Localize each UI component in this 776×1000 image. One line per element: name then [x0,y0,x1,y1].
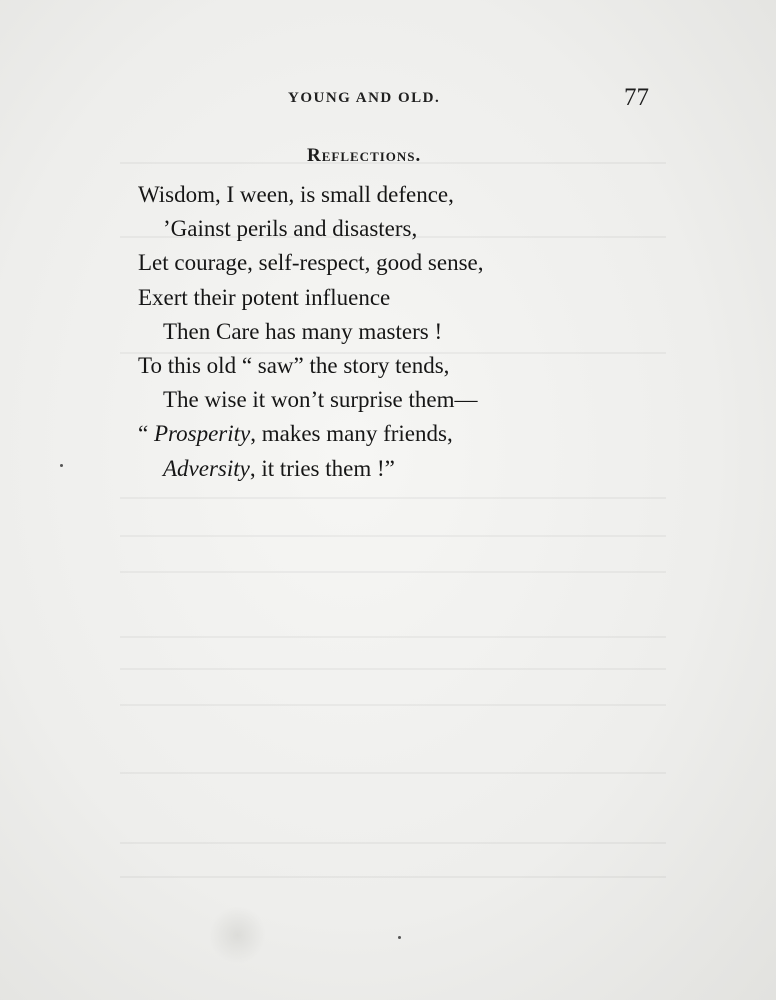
poem-line [138,212,484,246]
emphasized-word: Adversity [163,455,250,481]
running-head: YOUNG AND OLD. [288,90,441,106]
show-through-line [120,571,666,573]
paper-stain [210,905,265,965]
paper-speck [60,464,63,467]
poem-line-text: To this old “ saw” the story tends, [138,352,450,378]
poem-line [138,349,484,383]
poem-line [138,315,484,349]
poem-line-text: , makes many friends, [250,421,453,447]
poem-line [138,383,484,417]
show-through-line [120,876,666,878]
poem-line-text: Then Care has many masters ! [163,318,443,344]
poem-line-text: The wise it won’t surprise them— [163,387,478,413]
page-number: 77 [624,84,649,111]
poem-line-text: Let courage, self-respect, good sense, [138,250,484,276]
poem-line-text: Exert their potent influence [138,284,391,310]
opening-quote: “ [138,421,154,447]
paper-speck [398,936,401,939]
show-through-line [120,636,666,638]
show-through-line [120,704,666,706]
poem-line-text: , it tries them !” [249,455,395,481]
poem-line [138,452,484,486]
emphasized-word: Prosperity [153,421,251,447]
show-through-line [120,842,666,844]
show-through-line [120,668,666,670]
show-through-line [120,772,666,774]
show-through-line [120,497,666,499]
poem-line [138,178,484,212]
poem-line [138,246,484,280]
poem-line-text: Wisdom, I ween, is small defence, [138,182,454,207]
poem [138,178,484,486]
show-through-line [120,535,666,537]
poem-line [138,281,484,315]
poem-line [138,417,484,451]
poem-line-text: ’Gainst perils and disasters, [163,216,418,242]
section-heading: Reflections. [307,145,422,166]
